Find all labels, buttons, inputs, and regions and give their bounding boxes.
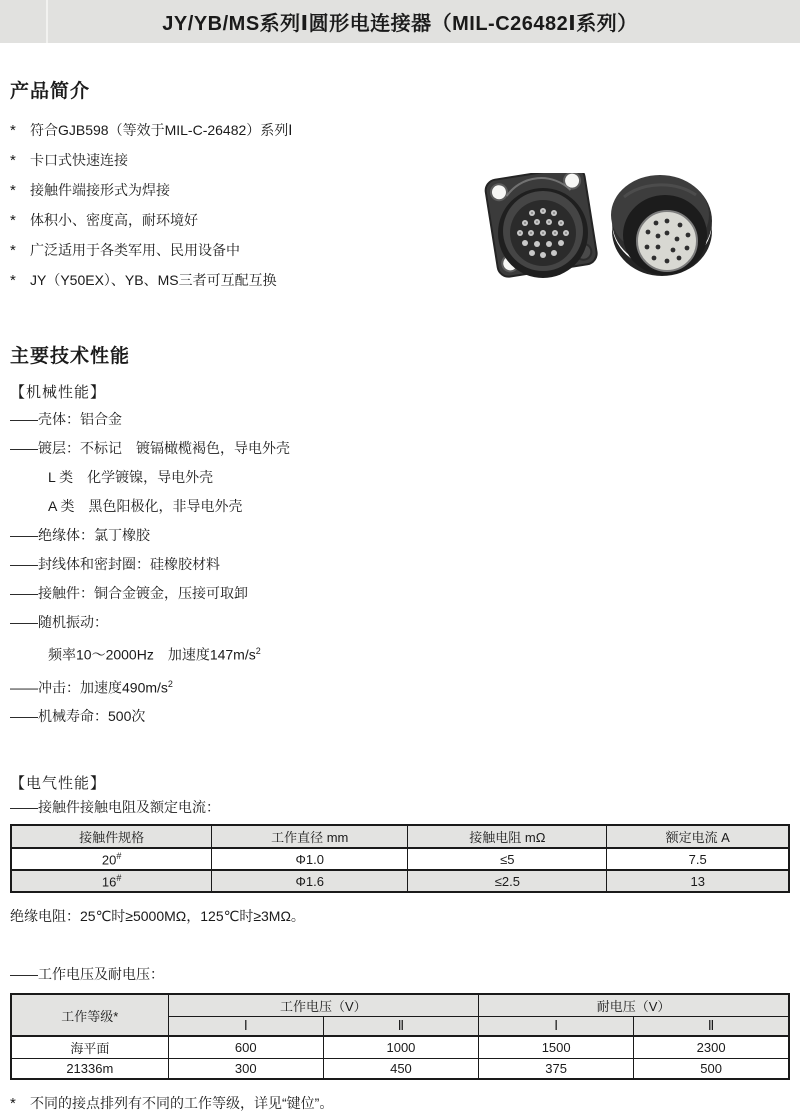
- cell: [11, 870, 212, 892]
- spec-text: ——随机振动：: [10, 614, 108, 630]
- bullet-text: 体积小、密度高，耐环境好: [30, 212, 198, 228]
- cell: ≤2.5: [408, 870, 607, 892]
- bullet-marker: *: [10, 272, 16, 289]
- spec-text: ——接触件：铜合金镀金，压接可取卸: [10, 585, 248, 601]
- cell: 海平面: [11, 1036, 168, 1059]
- voltage-label: ——工作电压及耐电压：: [10, 966, 164, 983]
- list-item: [10, 550, 790, 579]
- list-item: [10, 702, 790, 731]
- table-header-row: [11, 994, 789, 1017]
- mechanical-spec-list: [10, 405, 790, 731]
- footnote-text: 不同的接点排列有不同的工作等级，详见“键位”。: [30, 1094, 334, 1111]
- cell: 500: [634, 1059, 789, 1079]
- list-item: [10, 405, 790, 434]
- cell: 13: [607, 870, 789, 892]
- table-row: [11, 1036, 789, 1059]
- superscript: #: [116, 873, 122, 884]
- list-item: [10, 521, 790, 550]
- table-row: [11, 1059, 789, 1079]
- header-cell: Ⅰ: [479, 1017, 634, 1037]
- performance-heading: 主要技术性能: [10, 346, 131, 367]
- bullet-text: 广泛适用于各类军用、民用设备中: [30, 242, 240, 258]
- spec-text: 频率10～2000Hz 加速度147m/s: [48, 646, 256, 663]
- spec-text: L 类 化学镀镍，导电外壳: [48, 469, 214, 485]
- cell: 2300: [634, 1036, 789, 1059]
- bullet-marker: *: [10, 212, 16, 229]
- table-row: [11, 848, 789, 870]
- list-item: [10, 670, 790, 703]
- product-photo: [484, 173, 724, 298]
- list-item: [10, 434, 790, 463]
- list-item: [10, 115, 790, 145]
- cell: 7.5: [607, 848, 789, 870]
- insulation-resistance-note: 绝缘电阻：25℃时≥5000MΩ，125℃时≥3MΩ。: [10, 908, 305, 925]
- bullet-text: 符合GJB598（等效于MIL-C-26482）系列Ⅰ: [30, 122, 293, 138]
- cell: Φ1.0: [212, 848, 408, 870]
- cell: 21336m: [11, 1059, 168, 1079]
- superscript: 2: [255, 646, 261, 656]
- list-item: [10, 579, 790, 608]
- list-item: [10, 145, 790, 175]
- flange-connector-face: [498, 188, 588, 278]
- electrical-heading: 【电气性能】: [10, 775, 107, 793]
- superscript: 2: [167, 678, 173, 689]
- header-cell: 接触电阻 mΩ: [408, 825, 607, 848]
- header-cell: 工作等级*: [11, 994, 168, 1036]
- connector-photo-illustration: [484, 173, 724, 298]
- list-item: [10, 492, 790, 521]
- bullet-text: JY（Y50EX）、YB、MS三者可互配互换: [30, 272, 277, 288]
- bullet-marker: *: [10, 152, 16, 169]
- header-cell: Ⅱ: [323, 1017, 478, 1037]
- list-item: [10, 463, 790, 492]
- table-row: [11, 870, 789, 892]
- table-header-row: [11, 825, 789, 848]
- bullet-marker: *: [10, 242, 16, 259]
- list-item: [10, 608, 790, 637]
- mechanical-heading: 【机械性能】: [10, 384, 107, 401]
- footnote: [10, 1093, 790, 1113]
- list-item: [10, 637, 790, 670]
- spec-text: ——机械寿命：500次: [10, 708, 146, 725]
- cell: 1000: [323, 1036, 478, 1059]
- footnote-marker: *: [10, 1095, 16, 1113]
- spec-text: ——镀层：不标记 镀镉橄榄褐色，导电外壳: [10, 440, 290, 456]
- spec-value: 20: [101, 852, 117, 868]
- spec-text: ——壳体：铝合金: [10, 411, 122, 427]
- cell: 375: [479, 1059, 634, 1079]
- cell: ≤5: [408, 848, 607, 870]
- page-body: [0, 76, 800, 1113]
- spec-text: A 类 黑色阳极化，非导电外壳: [48, 498, 243, 514]
- spec-value: 16: [101, 874, 117, 890]
- header-cell: 额定电流 A: [607, 825, 789, 848]
- contact-resistance-label: ——接触件接触电阻及额定电流：: [10, 799, 220, 816]
- header-divider: [46, 0, 48, 43]
- cell: 450: [323, 1059, 478, 1079]
- cell: 1500: [479, 1036, 634, 1059]
- working-voltage-table: [10, 993, 790, 1080]
- cell: [11, 848, 212, 870]
- page-header: [0, 0, 800, 43]
- spec-text: ——封线体和密封圈：硅橡胶材料: [10, 556, 220, 572]
- header-cell: 工作直径 mm: [212, 825, 408, 848]
- plug-connector-photo: [611, 175, 712, 276]
- header-cell: 耐电压（V）: [479, 994, 789, 1017]
- cell: 300: [168, 1059, 323, 1079]
- superscript: #: [116, 851, 122, 862]
- page-title: JY/YB/MS系列Ⅰ圆形电连接器（MIL-C26482Ⅰ系列）: [162, 13, 638, 35]
- intro-heading: 产品简介: [10, 81, 91, 102]
- cell: 600: [168, 1036, 323, 1059]
- spec-text: ——冲击：加速度490m/s: [10, 679, 168, 696]
- header-cell: Ⅰ: [168, 1017, 323, 1037]
- bullet-marker: *: [10, 122, 16, 139]
- bullet-marker: *: [10, 182, 16, 199]
- header-cell: Ⅱ: [634, 1017, 789, 1037]
- contact-resistance-table: [10, 824, 790, 893]
- bullet-text: 接触件端接形式为焊接: [30, 182, 170, 198]
- header-cell: 工作电压（V）: [168, 994, 478, 1017]
- bullet-text: 卡口式快速连接: [30, 152, 128, 168]
- cell: Φ1.6: [212, 870, 408, 892]
- header-cell: 接触件规格: [11, 825, 212, 848]
- spec-text: ——绝缘体：氯丁橡胶: [10, 527, 150, 543]
